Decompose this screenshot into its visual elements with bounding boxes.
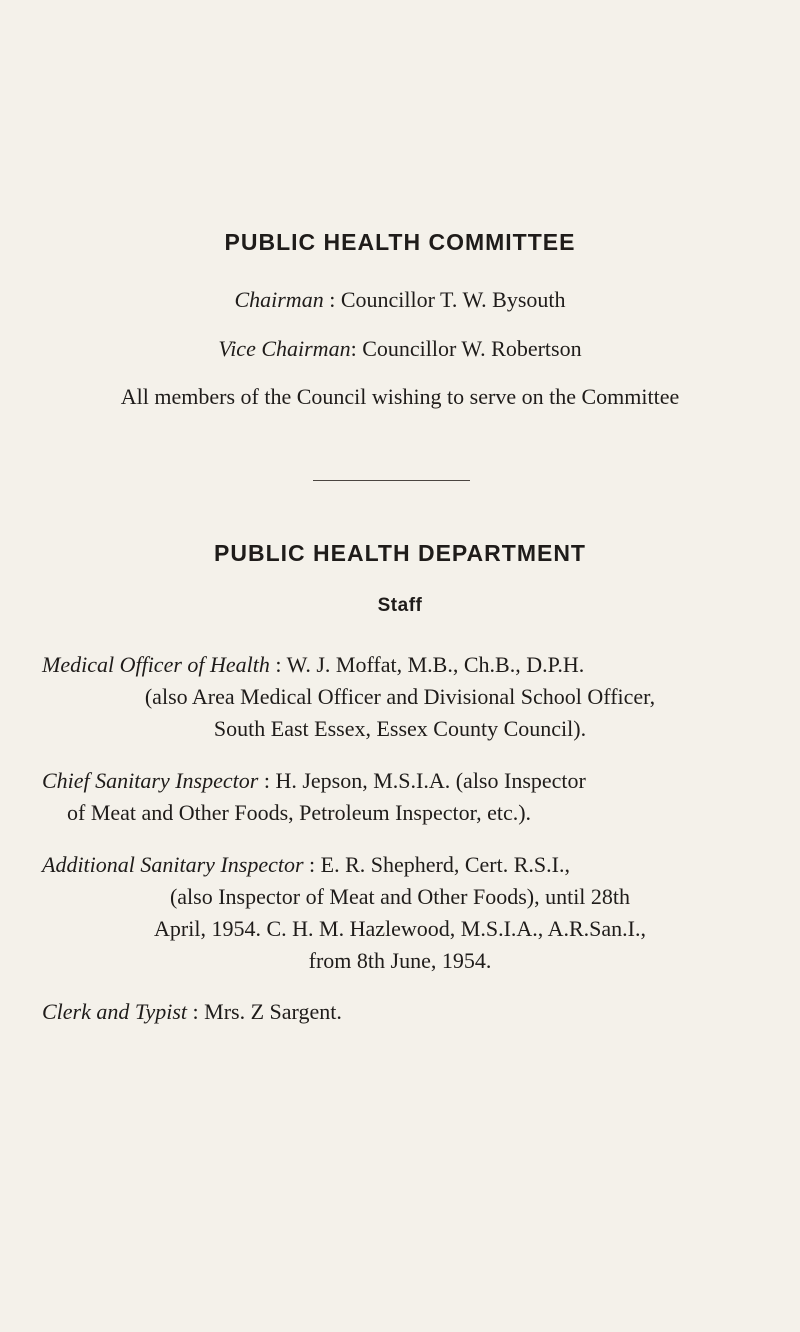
asi-role: Additional Sanitary Inspector bbox=[42, 852, 304, 877]
moh-line-3: South East Essex, Essex County Council). bbox=[213, 716, 587, 741]
department-title: PUBLIC HEALTH DEPARTMENT bbox=[214, 540, 586, 566]
chairman-role: Chairman bbox=[234, 287, 324, 312]
csi-name: H. Jepson, M.S.I.A. (also Inspector bbox=[275, 768, 586, 793]
moh-name: W. J. Moffat, M.B., Ch.B., D.P.H. bbox=[286, 652, 585, 677]
clerk-line bbox=[42, 998, 342, 1026]
members-note: All members of the Council wishing to serve on the Committee bbox=[120, 384, 680, 409]
chairman-separator: : bbox=[323, 287, 341, 312]
moh-line-1 bbox=[42, 651, 584, 679]
asi-name: E. R. Shepherd, Cert. R.S.I., bbox=[320, 852, 570, 877]
moh-line-2: (also Area Medical Officer and Divisional School Officer, bbox=[144, 684, 656, 709]
moh-role: Medical Officer of Health bbox=[42, 652, 270, 677]
chairman-name: Councillor T. W. Bysouth bbox=[340, 287, 566, 312]
committee-title: PUBLIC HEALTH COMMITTEE bbox=[224, 229, 576, 255]
asi-line-1 bbox=[42, 851, 570, 879]
clerk-role: Clerk and Typist bbox=[42, 999, 188, 1024]
csi-line-2: of Meat and Other Foods, Petroleum Inspector, etc.). bbox=[67, 800, 532, 825]
csi-separator: : bbox=[258, 768, 276, 793]
vice-chairman-role: Vice Chairman bbox=[218, 336, 351, 361]
chairman-line bbox=[0, 286, 800, 314]
asi-separator: : bbox=[303, 852, 321, 877]
vice-chairman-separator: : bbox=[350, 336, 363, 361]
clerk-separator: : bbox=[187, 999, 205, 1024]
csi-line-1 bbox=[42, 767, 586, 795]
asi-line-3: April, 1954. C. H. M. Hazlewood, M.S.I.A., A.R.San.I., bbox=[154, 916, 646, 941]
vice-chairman-name: Councillor W. Robertson bbox=[362, 336, 582, 361]
csi-role: Chief Sanitary Inspector bbox=[42, 768, 259, 793]
section-divider bbox=[313, 480, 470, 481]
vice-chairman-line bbox=[0, 335, 800, 363]
moh-separator: : bbox=[269, 652, 287, 677]
staff-heading: Staff bbox=[377, 595, 423, 616]
asi-line-4: from 8th June, 1954. bbox=[308, 948, 492, 973]
clerk-name: Mrs. Z Sargent. bbox=[204, 999, 342, 1024]
asi-line-2: (also Inspector of Meat and Other Foods), until 28th bbox=[169, 884, 631, 909]
